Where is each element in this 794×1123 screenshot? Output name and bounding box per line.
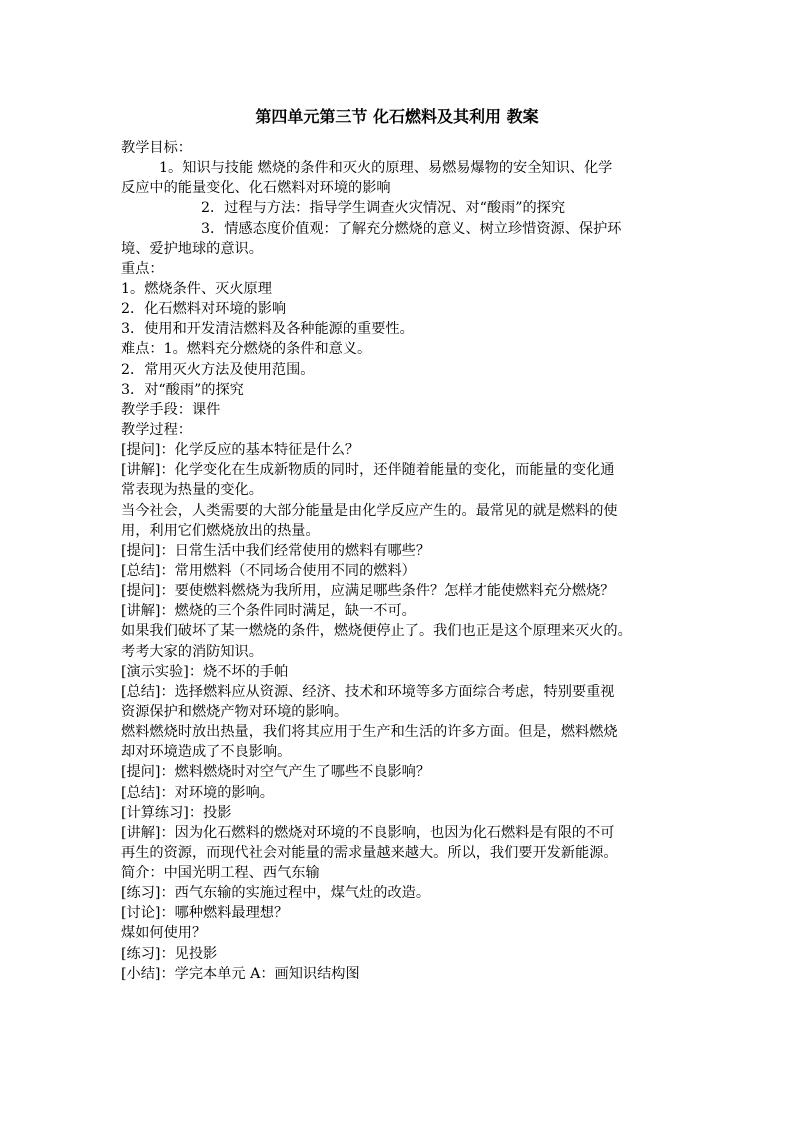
- text-line: [提问]：要使燃料燃烧为我所用，应满足哪些条件？怎样才能使燃料充分燃烧？: [121, 583, 615, 600]
- text-line: 煤如何使用？: [121, 925, 207, 942]
- text-line: 反应中的能量变化、化石燃料对环境的影响: [121, 180, 391, 197]
- text-line: 教学目标：: [121, 140, 192, 156]
- text-line: [总结]：选择燃料应从资源、经济、技术和环境等多方面综合考虑，特别要重视: [121, 683, 615, 700]
- text-line: [演示实验]：烧不坏的手帕: [121, 663, 289, 680]
- text-line: 1。燃烧条件、灭火原理: [121, 280, 272, 297]
- text-line: 3．使用和开发清洁燃料及各种能源的重要性。: [121, 321, 414, 338]
- text-line: 再生的资源，而现代社会对能量的需求量越来越大。所以，我们要开发新能源。: [121, 844, 618, 861]
- text-line: 3．情感态度价值观：了解充分燃烧的意义、树立珍惜资源、保护环: [201, 220, 622, 237]
- text-line: [提问]：燃料燃烧时对空气产生了哪些不良影响？: [121, 764, 431, 781]
- text-line: [总结]：对环境的影响。: [121, 784, 274, 801]
- text-line: 教学过程：: [121, 421, 192, 438]
- text-line: 2．常用灭火方法及使用范围。: [121, 361, 315, 378]
- text-line: [提问]：化学反应的基本特征是什么？: [121, 442, 360, 459]
- text-line: 却对环境造成了不良影响。: [121, 744, 292, 761]
- text-line: 重点：: [121, 260, 164, 277]
- text-line: [讨论]：哪种燃料最理想？: [121, 905, 289, 922]
- text-line: [练习]：见投影: [121, 945, 218, 962]
- text-line: [讲解]：化学变化在生成新物质的同时，还伴随着能量的变化，而能量的变化通: [121, 462, 615, 479]
- text-line: 2．过程与方法：指导学生调查火灾情况、对“酸雨”的探究: [201, 200, 566, 217]
- text-line: [提问]：日常生活中我们经常使用的燃料有哪些？: [121, 542, 431, 559]
- text-line: 如果我们破坏了某一燃烧的条件，燃烧便停止了。我们也正是这个原理来灭火的。: [121, 623, 632, 640]
- text-line: 简介：中国光明工程、西气东输: [121, 865, 320, 882]
- text-line: 难点：1。燃料充分燃烧的条件和意义。: [121, 341, 372, 358]
- text-line: [讲解]：因为化石燃料的燃烧对环境的不良影响，也因为化石燃料是有限的不可: [121, 824, 615, 841]
- text-line: 境、爱护地球的意识。: [121, 240, 263, 257]
- text-line: [讲解]：燃烧的三个条件同时满足，缺一不可。: [121, 603, 416, 620]
- text-line: [总结]：常用燃料（不同场合使用不同的燃料）: [121, 562, 416, 579]
- text-line: 3．对“酸雨”的探究: [121, 381, 244, 398]
- text-line: 2．化石燃料对环境的影响: [121, 301, 287, 318]
- text-line: 1。知识与技能 燃烧的条件和灭火的原理、易燃易爆物的安全知识、化学: [159, 160, 613, 177]
- text-line: 教学手段：课件: [121, 401, 221, 418]
- text-line: 常表现为热量的变化。: [121, 482, 263, 499]
- text-line: [练习]：西气东输的实施过程中，煤气灶的改造。: [121, 885, 431, 902]
- text-line: 用，利用它们燃烧放出的热量。: [121, 522, 320, 539]
- text-line: 资源保护和燃烧产物对环境的影响。: [121, 703, 349, 720]
- text-line: 考考大家的消防知识。: [121, 643, 263, 660]
- document-title: 第四单元第三节 化石燃料及其利用 教案: [255, 107, 539, 126]
- text-line: [小结]：学完本单元 A：画知识结构图: [121, 965, 360, 982]
- text-line: [计算练习]：投影: [121, 804, 232, 821]
- text-line: 燃料燃烧时放出热量，我们将其应用于生产和生活的许多方面。但是，燃料燃烧: [121, 724, 618, 741]
- text-line: 当今社会，人类需要的大部分能量是由化学反应产生的。最常见的就是燃料的使: [121, 502, 618, 519]
- document-body: [121, 138, 681, 984]
